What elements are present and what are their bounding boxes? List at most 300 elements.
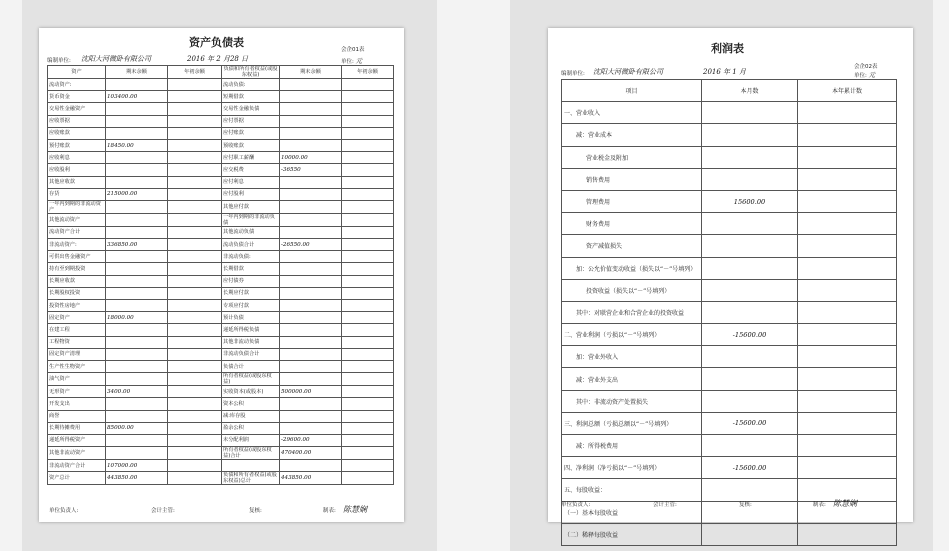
bs-header-cell: 年初余额 — [168, 66, 222, 79]
asset-label: 生产性生物资产 — [48, 360, 106, 372]
table-row — [562, 235, 897, 257]
month-amount — [702, 213, 798, 235]
asset-begin-balance — [168, 239, 222, 251]
liability-end-balance: 470400.00 — [280, 447, 342, 460]
table-row — [48, 79, 394, 91]
table-row — [48, 312, 394, 324]
month-amount: -15600.00 — [702, 412, 798, 434]
liability-begin-balance — [342, 373, 394, 386]
asset-end-balance — [106, 115, 168, 127]
liability-label: 递延所得税负债 — [222, 324, 280, 336]
asset-begin-balance — [168, 422, 222, 434]
table-row — [562, 390, 897, 412]
table-row — [48, 336, 394, 348]
table-row — [48, 176, 394, 188]
table-row — [48, 348, 394, 360]
asset-end-balance — [106, 103, 168, 115]
month-amount — [702, 235, 798, 257]
liability-begin-balance — [342, 312, 394, 324]
asset-label: 交易性金融资产 — [48, 103, 106, 115]
liability-label: 资本公积 — [222, 398, 280, 410]
right-margin — [933, 0, 949, 551]
asset-begin-balance — [168, 152, 222, 164]
table-row — [48, 226, 394, 238]
asset-label: 油气资产 — [48, 373, 106, 386]
liability-begin-balance — [342, 103, 394, 115]
liability-end-balance: 10000.00 — [280, 152, 342, 164]
month-amount — [702, 301, 798, 323]
month-amount — [702, 257, 798, 279]
liability-end-balance — [280, 324, 342, 336]
liability-end-balance — [280, 115, 342, 127]
table-row — [48, 263, 394, 275]
liability-begin-balance — [342, 472, 394, 485]
asset-begin-balance — [168, 200, 222, 213]
liability-begin-balance — [342, 91, 394, 103]
item-label: 四、净利润（净亏损以“－”号填列） — [562, 457, 702, 479]
month-amount — [702, 368, 798, 390]
year-amount — [798, 124, 897, 146]
table-row — [48, 386, 394, 398]
liability-begin-balance — [342, 398, 394, 410]
table-row — [562, 523, 897, 545]
asset-end-balance — [106, 324, 168, 336]
table-row — [48, 434, 394, 446]
asset-label: 存货 — [48, 188, 106, 200]
asset-label: 应收账款 — [48, 127, 106, 139]
asset-label: 长期股权投资 — [48, 287, 106, 299]
asset-label: 非流动资产: — [48, 239, 106, 251]
asset-begin-balance — [168, 324, 222, 336]
liability-begin-balance — [342, 287, 394, 299]
month-amount: -15600.00 — [702, 324, 798, 346]
year-amount — [798, 146, 897, 168]
asset-label: 流动资产合计 — [48, 226, 106, 238]
asset-end-balance — [106, 434, 168, 446]
is-header-cell: 本月数 — [702, 80, 798, 102]
liability-label: 流动负债: — [222, 79, 280, 91]
year-amount — [798, 368, 897, 390]
head-label: 单位负责人: — [49, 508, 79, 514]
month-amount — [702, 124, 798, 146]
liability-label: 短期借款 — [222, 91, 280, 103]
liability-end-balance — [280, 91, 342, 103]
table-row — [562, 435, 897, 457]
liability-label: 流动负债合计 — [222, 239, 280, 251]
liability-end-balance — [280, 398, 342, 410]
asset-label: 其他流动资产 — [48, 213, 106, 226]
bs-header-row — [48, 66, 394, 79]
asset-label: 其他应收款 — [48, 176, 106, 188]
year-amount — [798, 523, 897, 545]
report-date: 2016 年 1 月 — [703, 68, 746, 76]
asset-label: 资产总计 — [48, 472, 106, 485]
liability-begin-balance — [342, 336, 394, 348]
table-row — [562, 190, 897, 212]
item-label: 五、每股收益： — [562, 479, 702, 501]
table-row — [562, 301, 897, 323]
liability-end-balance — [280, 139, 342, 151]
liability-label: 应付利息 — [222, 176, 280, 188]
unit-label — [341, 56, 362, 65]
is-header-row — [562, 80, 897, 102]
asset-label: 应收股利 — [48, 164, 106, 176]
asset-end-balance — [106, 300, 168, 312]
liability-begin-balance — [342, 275, 394, 287]
table-row — [48, 200, 394, 213]
year-amount — [798, 168, 897, 190]
liability-end-balance — [280, 422, 342, 434]
asset-label: 投资性房地产 — [48, 300, 106, 312]
balance-sheet-title: 资产负债表 — [189, 36, 244, 49]
year-amount — [798, 457, 897, 479]
balance-sheet-table — [47, 65, 394, 485]
asset-label: 可供出售金融资产 — [48, 251, 106, 263]
asset-begin-balance — [168, 348, 222, 360]
table-row — [48, 103, 394, 115]
item-label: 其中：对联营企业和合营企业的投资收益 — [562, 301, 702, 323]
item-label: 减：所得税费用 — [562, 435, 702, 457]
asset-label: 货币资金 — [48, 91, 106, 103]
table-row — [48, 373, 394, 386]
liability-end-balance — [280, 300, 342, 312]
item-label: 减：营业成本 — [562, 124, 702, 146]
form-code: 会企01表 — [341, 47, 365, 53]
month-amount — [702, 523, 798, 545]
liability-begin-balance — [342, 152, 394, 164]
table-row — [48, 239, 394, 251]
asset-label: 一年内到期的非流动资产 — [48, 200, 106, 213]
liability-begin-balance — [342, 348, 394, 360]
asset-end-balance — [106, 275, 168, 287]
liability-end-balance — [280, 312, 342, 324]
liability-label: 所有者权益(或股东权益) — [222, 373, 280, 386]
table-row — [48, 410, 394, 422]
table-row — [48, 472, 394, 485]
asset-end-balance: 443850.00 — [106, 472, 168, 485]
item-label: 一、营业收入 — [562, 102, 702, 124]
income-statement-title: 利润表 — [711, 42, 744, 55]
liability-label: 专项应付款 — [222, 300, 280, 312]
asset-begin-balance — [168, 360, 222, 372]
liability-end-balance — [280, 79, 342, 91]
table-row — [48, 91, 394, 103]
year-amount — [798, 190, 897, 212]
asset-end-balance: 18450.00 — [106, 139, 168, 151]
asset-begin-balance — [168, 275, 222, 287]
liability-label: 交易性金融负债 — [222, 103, 280, 115]
month-amount — [702, 168, 798, 190]
asset-end-balance — [106, 79, 168, 91]
month-amount — [702, 102, 798, 124]
table-row — [48, 422, 394, 434]
liability-label — [222, 460, 280, 472]
year-amount — [798, 235, 897, 257]
table-row — [48, 398, 394, 410]
liability-begin-balance — [342, 115, 394, 127]
liability-label: 其他应付款 — [222, 200, 280, 213]
liability-end-balance — [280, 127, 342, 139]
liability-label: 盈余公积 — [222, 422, 280, 434]
year-amount — [798, 412, 897, 434]
review-label: 复核: — [739, 502, 752, 508]
asset-end-balance — [106, 373, 168, 386]
table-row — [48, 213, 394, 226]
table-row — [48, 275, 394, 287]
liability-end-balance: 500000.00 — [280, 386, 342, 398]
liability-end-balance — [280, 226, 342, 238]
asset-label: 长期应收款 — [48, 275, 106, 287]
asset-end-balance — [106, 176, 168, 188]
item-label: 减：营业外支出 — [562, 368, 702, 390]
liability-end-balance: -26550.00 — [280, 239, 342, 251]
liability-begin-balance — [342, 386, 394, 398]
table-row — [562, 146, 897, 168]
preparer-signature: 陈慧娴 — [343, 505, 367, 514]
unit-label-text: 单位: — [854, 73, 867, 79]
asset-label: 长期待摊费用 — [48, 422, 106, 434]
head-label: 单位负责人: — [561, 502, 591, 508]
asset-begin-balance — [168, 386, 222, 398]
asset-label: 在建工程 — [48, 324, 106, 336]
liability-begin-balance — [342, 200, 394, 213]
liability-label: 所有者权益(或股东权益)合计 — [222, 447, 280, 460]
table-row — [48, 460, 394, 472]
asset-begin-balance — [168, 287, 222, 299]
asset-begin-balance — [168, 115, 222, 127]
table-row — [562, 457, 897, 479]
liability-begin-balance — [342, 251, 394, 263]
asset-end-balance: 103400.00 — [106, 91, 168, 103]
year-amount — [798, 257, 897, 279]
liability-label: 负债和所有者权益(或股东权益)总计 — [222, 472, 280, 485]
asset-begin-balance — [168, 164, 222, 176]
asset-end-balance — [106, 447, 168, 460]
year-amount — [798, 346, 897, 368]
liability-begin-balance — [342, 447, 394, 460]
asset-end-balance — [106, 263, 168, 275]
liability-label: 长期应付款 — [222, 287, 280, 299]
year-amount — [798, 324, 897, 346]
bs-header-cell: 负债和所有者权益(或股东权益) — [222, 66, 280, 79]
liability-begin-balance — [342, 360, 394, 372]
unit-label — [854, 70, 875, 79]
company-label: 编制单位: — [47, 58, 71, 64]
liability-begin-balance — [342, 300, 394, 312]
item-label: 管理费用 — [562, 190, 702, 212]
asset-end-balance: 3400.00 — [106, 386, 168, 398]
liability-label: 负债合计 — [222, 360, 280, 372]
item-label: 三、利润总额（亏损总额以“－”号填列） — [562, 412, 702, 434]
liability-begin-balance — [342, 188, 394, 200]
bs-footer — [49, 506, 394, 520]
month-amount — [702, 435, 798, 457]
liability-label: 应付职工薪酬 — [222, 152, 280, 164]
month-amount — [702, 279, 798, 301]
asset-begin-balance — [168, 251, 222, 263]
asset-begin-balance — [168, 176, 222, 188]
income-statement-page — [548, 28, 913, 539]
asset-begin-balance — [168, 300, 222, 312]
asset-begin-balance — [168, 213, 222, 226]
table-row — [562, 346, 897, 368]
liability-label: 一年内到期的非流动负债 — [222, 213, 280, 226]
asset-label: 流动资产: — [48, 79, 106, 91]
asset-end-balance: 336850.00 — [106, 239, 168, 251]
liability-label: 应付股利 — [222, 188, 280, 200]
item-label: 营业税金及附加 — [562, 146, 702, 168]
table-row — [48, 115, 394, 127]
liability-begin-balance — [342, 79, 394, 91]
table-row — [48, 139, 394, 151]
asset-label: 应收利息 — [48, 152, 106, 164]
asset-end-balance — [106, 360, 168, 372]
item-label: 加：公允价值变动收益（损失以“－”号填列） — [562, 257, 702, 279]
item-label: 资产减值损失 — [562, 235, 702, 257]
asset-label: 固定资产 — [48, 312, 106, 324]
asset-begin-balance — [168, 447, 222, 460]
year-amount — [798, 213, 897, 235]
asset-begin-balance — [168, 188, 222, 200]
report-date: 2016 年 2 月28 日 — [187, 55, 249, 63]
asset-end-balance — [106, 348, 168, 360]
liability-end-balance — [280, 460, 342, 472]
liability-begin-balance — [342, 422, 394, 434]
liability-label: 其他非流动负债 — [222, 336, 280, 348]
item-label: 销售费用 — [562, 168, 702, 190]
liability-end-balance — [280, 213, 342, 226]
liability-begin-balance — [342, 434, 394, 446]
asset-begin-balance — [168, 226, 222, 238]
unit-label-text: 单位: — [341, 59, 354, 65]
asset-label: 其他非流动资产 — [48, 447, 106, 460]
preparer-signature: 陈慧娴 — [833, 499, 857, 508]
liability-begin-balance — [342, 127, 394, 139]
liability-begin-balance — [342, 324, 394, 336]
liability-begin-balance — [342, 460, 394, 472]
company-name: 沈阳大河微卧有限公司 — [81, 55, 151, 63]
year-amount — [798, 301, 897, 323]
asset-begin-balance — [168, 460, 222, 472]
asset-begin-balance — [168, 373, 222, 386]
unit-value: 元 — [355, 57, 363, 65]
unit-value: 元 — [868, 71, 876, 79]
liability-end-balance — [280, 373, 342, 386]
table-row — [562, 368, 897, 390]
liability-end-balance — [280, 263, 342, 275]
liability-end-balance — [280, 410, 342, 422]
bs-header-cell: 年初余额 — [342, 66, 394, 79]
table-row — [562, 213, 897, 235]
table-row — [562, 102, 897, 124]
liability-end-balance — [280, 360, 342, 372]
liability-end-balance — [280, 103, 342, 115]
liability-label: 未分配利润 — [222, 434, 280, 446]
year-amount — [798, 435, 897, 457]
liability-label: 预收账款 — [222, 139, 280, 151]
liability-end-balance — [280, 188, 342, 200]
preparer-label: 制表: — [323, 508, 336, 514]
asset-begin-balance — [168, 139, 222, 151]
liability-end-balance — [280, 348, 342, 360]
liability-end-balance: -36550 — [280, 164, 342, 176]
liability-begin-balance — [342, 410, 394, 422]
liability-begin-balance — [342, 139, 394, 151]
liability-label: 应付账款 — [222, 127, 280, 139]
asset-label: 开发支出 — [48, 398, 106, 410]
asset-end-balance — [106, 336, 168, 348]
liability-begin-balance — [342, 239, 394, 251]
item-label: 其中：非流动资产处置损失 — [562, 390, 702, 412]
supervisor-label: 会计主管: — [151, 508, 175, 514]
asset-end-balance — [106, 287, 168, 299]
asset-begin-balance — [168, 398, 222, 410]
asset-end-balance: 107000.00 — [106, 460, 168, 472]
table-row — [562, 124, 897, 146]
asset-begin-balance — [168, 472, 222, 485]
asset-begin-balance — [168, 312, 222, 324]
asset-begin-balance — [168, 79, 222, 91]
bs-header-cell: 期末余额 — [280, 66, 342, 79]
asset-end-balance: 215000.00 — [106, 188, 168, 200]
item-label: 投资收益（损失以“－”号填列） — [562, 279, 702, 301]
table-row — [562, 257, 897, 279]
liability-end-balance — [280, 176, 342, 188]
asset-end-balance — [106, 127, 168, 139]
asset-end-balance — [106, 152, 168, 164]
year-amount — [798, 279, 897, 301]
asset-end-balance — [106, 200, 168, 213]
asset-end-balance — [106, 226, 168, 238]
liability-end-balance: -29600.00 — [280, 434, 342, 446]
center-gutter — [437, 0, 510, 551]
liability-label: 实收资本(或股本) — [222, 386, 280, 398]
liability-begin-balance — [342, 226, 394, 238]
liability-end-balance — [280, 275, 342, 287]
item-label: 财务费用 — [562, 213, 702, 235]
preparer-label: 制表: — [813, 502, 826, 508]
is-footer — [561, 500, 901, 514]
table-row — [48, 251, 394, 263]
table-row — [48, 127, 394, 139]
month-amount — [702, 390, 798, 412]
table-row — [48, 287, 394, 299]
liability-label: 应交税费 — [222, 164, 280, 176]
asset-label: 应收票据 — [48, 115, 106, 127]
table-row — [48, 164, 394, 176]
liability-label: 长期借款 — [222, 263, 280, 275]
asset-end-balance: 85000.00 — [106, 422, 168, 434]
asset-begin-balance — [168, 410, 222, 422]
company-label: 编制单位: — [561, 71, 585, 77]
balance-sheet-page — [39, 28, 404, 522]
liability-begin-balance — [342, 213, 394, 226]
liability-end-balance — [280, 287, 342, 299]
asset-begin-balance — [168, 103, 222, 115]
asset-label: 工程物资 — [48, 336, 106, 348]
month-amount: -15600.00 — [702, 457, 798, 479]
asset-label: 非流动资产合计 — [48, 460, 106, 472]
liability-end-balance — [280, 200, 342, 213]
table-row — [48, 188, 394, 200]
table-row — [562, 168, 897, 190]
liability-label: 减:库存股 — [222, 410, 280, 422]
supervisor-label: 会计主管: — [653, 502, 677, 508]
table-row — [562, 279, 897, 301]
liability-label: 其他流动负债 — [222, 226, 280, 238]
asset-end-balance — [106, 164, 168, 176]
liability-begin-balance — [342, 176, 394, 188]
